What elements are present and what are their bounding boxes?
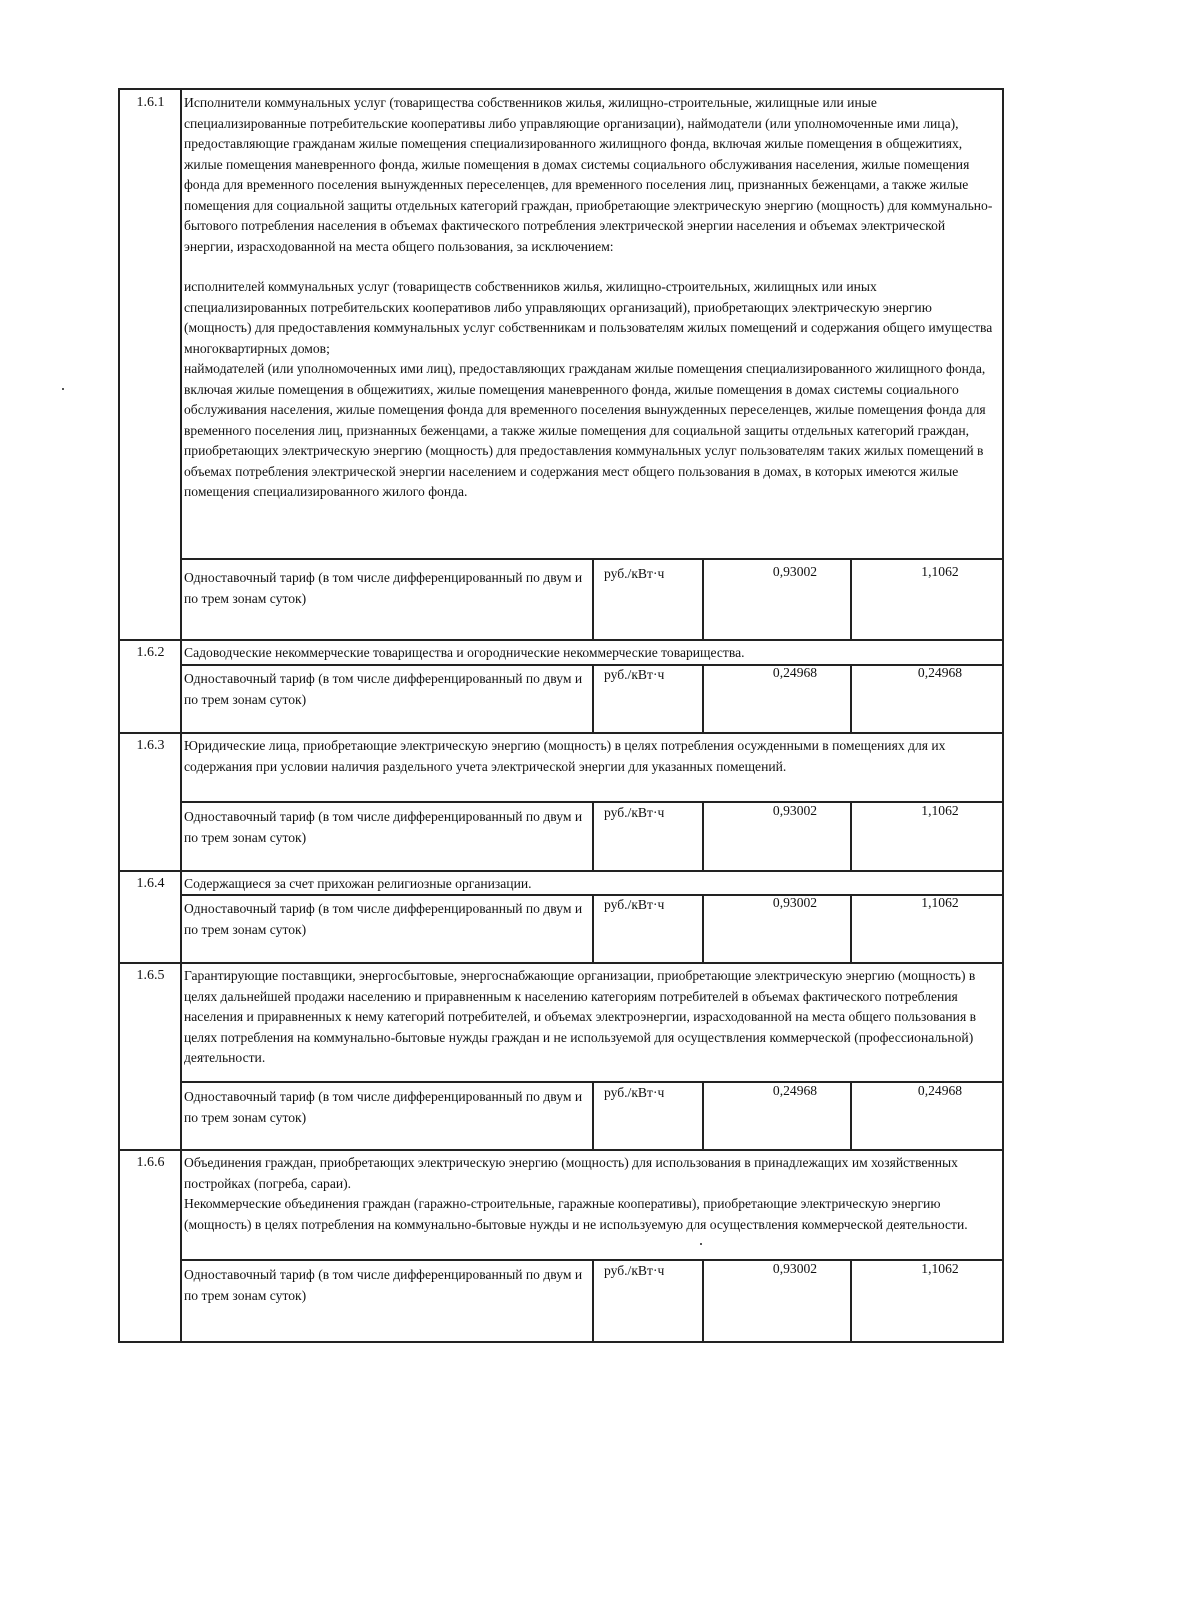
table-row-1-6-3 bbox=[120, 734, 1002, 870]
description-paragraph: Объединения граждан, приобретающих электрическую энергию (мощность) для использования в принадлежащих им хозяйственных постройках (погреба, сараи). bbox=[184, 1155, 958, 1191]
table-row-1-6-5 bbox=[120, 964, 1002, 1149]
tariff-value-2: 0,24968 bbox=[917, 1083, 963, 1098]
description-paragraph: наймодателей (или уполномоченных ими лиц), предоставляющих гражданам жилые помещения специализированного жилищного фонда, включая жилые помещения в общежитиях, жилые помещения маневренного фонда, жилые помещения в домах системы социального обслуживания населения, жилые помещения фонда для временного поселения вынужденных переселенцев, жилые помещения фонда для временного поселения лиц, признанных беженцами, а также жилые помещения для социальной защиты отдельных категорий граждан, приобретающих электрическую энергию (мощность) для предоставления коммунальных услуг пользователям таких жилых помещений в объемах потребления электрической энергии населением и содержания мест общего пользования в домах, в которых имеются жилые помещения специализированного жилого фонда. bbox=[184, 361, 986, 499]
tariff-label: Одноставочный тариф (в том числе дифференцированный по двум и по трем зонам суток) bbox=[184, 901, 583, 937]
tariff-value-1: 0,24968 bbox=[772, 1083, 818, 1098]
section-description bbox=[184, 1153, 994, 1235]
number-column-divider bbox=[180, 90, 182, 1341]
table-row-1-6-6 bbox=[120, 1151, 1002, 1341]
tariff-unit: руб./кВт·ч bbox=[604, 1085, 665, 1100]
description-paragraph: Гарантирующие поставщики, энергосбытовые, энергоснабжающие организации, приобретающие электрическую энергию (мощность) в целях дальнейшей продажи населению и приравненным к населению категориям потребителей в объемах фактического потребления населения и приравненных к нему категорий потребителей, и объемах электроэнергии, израсходованной на места общего пользования в целях потребления на коммунально-бытовые нужды граждан и не используемой для осуществления коммерческой (профессиональной) деятельности. bbox=[184, 968, 977, 1065]
tariff-value-2: 1,1062 bbox=[921, 803, 959, 818]
section-description bbox=[184, 643, 994, 664]
tariff-value-2: 0,24968 bbox=[917, 665, 963, 680]
tariff-unit: руб./кВт·ч bbox=[604, 667, 665, 682]
tariff-value-1: 0,93002 bbox=[772, 1261, 818, 1276]
table-row-1-6-1 bbox=[120, 90, 1002, 639]
description-paragraph: Садоводческие некоммерческие товарищества и огороднические некоммерческие товарищества. bbox=[184, 645, 745, 660]
section-description bbox=[184, 93, 994, 503]
tariff-table bbox=[118, 88, 1004, 1343]
section-number: 1.6.5 bbox=[136, 968, 165, 983]
description-paragraph: Исполнители коммунальных услуг (товарищества собственников жилья, жилищно-строительные, жилищные или иные специализированные потребительские кооперативы либо управляющие организации), наймодатели (или уполномоченные ими лица), предоставляющие гражданам жилые помещения специализированного жилищного фонда, включая жилые помещения в общежитиях, жилые помещения маневренного фонда, жилые помещения в домах системы социального обслуживания населения, жилые помещения фонда для временного поселения вынужденных переселенцев, для временного поселения лиц, признанных беженцами, а также жилые помещения для социальной защиты отдельных категорий граждан, приобретающие электрическую энергию (мощность) для коммунально-бытового потребления населения в объемах фактического потребления электрической энергии населения и объемах электрической энергии, израсходованной на места общего пользования, за исключением: bbox=[184, 95, 993, 254]
tariff-unit: руб./кВт·ч bbox=[604, 897, 665, 912]
description-paragraph: исполнителей коммунальных услуг (товариществ собственников жилья, жилищно-строительных, жилищных или иных специализированных потребительских кооперативов либо управляющих организаций), приобретающих электрическую энергию (мощность) для предоставления коммунальных услуг собственникам и пользователям жилых помещений и содержания общего имущества многоквартирных домов; bbox=[184, 279, 993, 356]
section-number: 1.6.3 bbox=[136, 738, 165, 753]
section-number: 1.6.4 bbox=[136, 876, 165, 891]
tariff-unit: руб./кВт·ч bbox=[604, 566, 665, 581]
tariff-unit: руб./кВт·ч bbox=[604, 805, 665, 820]
tariff-label: Одноставочный тариф (в том числе дифференцированный по двум и по трем зонам суток) bbox=[184, 671, 583, 707]
tariff-value-1: 0,93002 bbox=[772, 895, 818, 910]
tariff-label: Одноставочный тариф (в том числе дифференцированный по двум и по трем зонам суток) bbox=[184, 809, 583, 845]
section-description bbox=[184, 966, 994, 1069]
table-row-1-6-2 bbox=[120, 641, 1002, 732]
tariff-unit: руб./кВт·ч bbox=[604, 1263, 665, 1278]
scan-speck bbox=[62, 388, 64, 390]
section-number: 1.6.1 bbox=[136, 95, 165, 110]
tariff-value-2: 1,1062 bbox=[921, 895, 959, 910]
tariff-label: Одноставочный тариф (в том числе дифференцированный по двум и по трем зонам суток) bbox=[184, 1267, 583, 1303]
tariff-value-1: 0,24968 bbox=[772, 665, 818, 680]
section-description bbox=[184, 874, 994, 895]
section-number: 1.6.6 bbox=[136, 1155, 165, 1170]
description-paragraph: Некоммерческие объединения граждан (гаражно-строительные, гаражные кооперативы), приобретающие электрическую энергию (мощность) в целях потребления на коммунально-бытовые нужды и не используемую для осуществления коммерческой деятельности. bbox=[184, 1196, 968, 1232]
tariff-value-1: 0,93002 bbox=[772, 803, 818, 818]
table-row-1-6-4 bbox=[120, 872, 1002, 962]
section-description bbox=[184, 736, 994, 777]
section-number: 1.6.2 bbox=[136, 645, 165, 660]
scan-speck bbox=[700, 1243, 702, 1245]
tariff-value-1: 0,93002 bbox=[772, 564, 818, 579]
tariff-value-2: 1,1062 bbox=[921, 1261, 959, 1276]
description-paragraph: Юридические лица, приобретающие электрическую энергию (мощность) в целях потребления осужденными в помещениях для их содержания при условии наличия раздельного учета электрической энергии для указанных помещений. bbox=[184, 738, 946, 774]
description-paragraph: Содержащиеся за счет прихожан религиозные организации. bbox=[184, 876, 532, 891]
tariff-label: Одноставочный тариф (в том числе дифференцированный по двум и по трем зонам суток) bbox=[184, 1089, 583, 1125]
tariff-value-2: 1,1062 bbox=[921, 564, 959, 579]
tariff-label: Одноставочный тариф (в том числе дифференцированный по двум и по трем зонам суток) bbox=[184, 570, 583, 606]
